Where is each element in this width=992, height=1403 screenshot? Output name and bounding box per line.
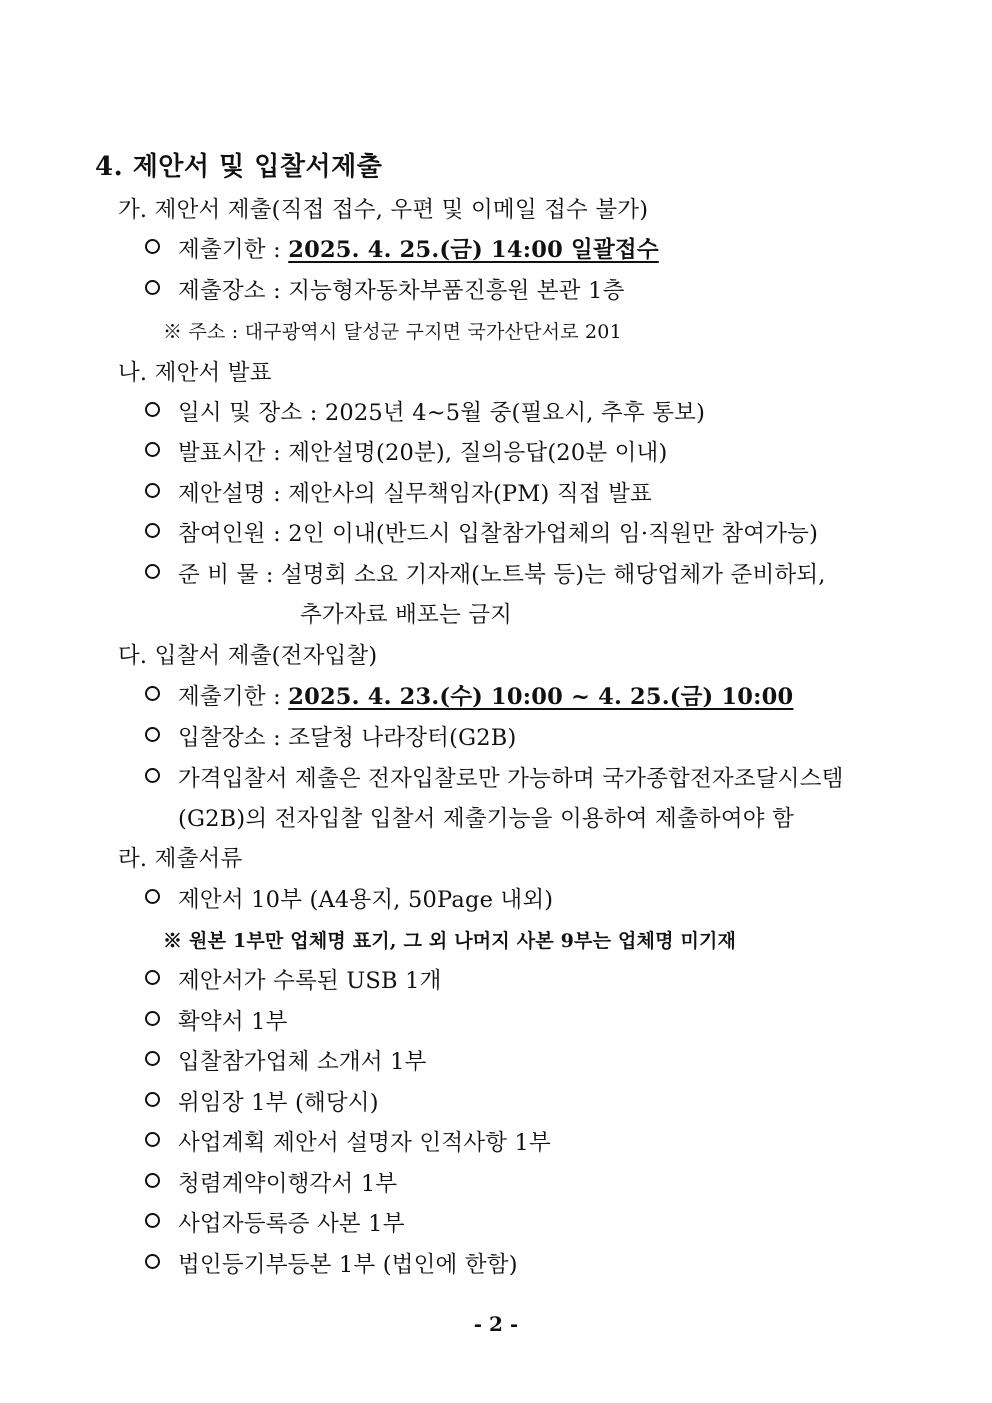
bullet-icon: [145, 483, 160, 498]
bullet-icon: [145, 442, 160, 457]
subsection-ra-heading: 라. 제출서류: [118, 846, 243, 872]
da-price-line1: 가격입찰서 제출은 전자입찰로만 가능하며 국가종합전자조달시스템: [178, 766, 844, 792]
bullet-icon: [145, 1051, 160, 1066]
ra-item-proxy: 위임장 1부 (해당시): [178, 1090, 379, 1116]
bullet-icon: [145, 239, 160, 254]
bullet-icon: [145, 564, 160, 579]
subsection-na-heading: 나. 제안서 발표: [118, 360, 272, 386]
na-item-schedule: 일시 및 장소 : 2025년 4~5월 중(필요시, 추후 통보): [178, 400, 706, 426]
ra-item-presenter-info: 사업계획 제안서 설명자 인적사항 1부: [178, 1130, 551, 1156]
ga-address-note: ※ 주소 : 대구광역시 달성군 구지면 국가산단서로 201: [163, 321, 622, 343]
da-deadline: [178, 679, 793, 711]
bullet-icon: [145, 523, 160, 538]
bullet-icon: [145, 280, 160, 295]
na-item-equipment: 준 비 물 : 설명회 소요 기자재(노트북 등)는 해당업체가 준비하되,: [178, 562, 826, 588]
ga-deadline-value: 2025. 4. 25.(금) 14:00 일괄접수: [288, 237, 659, 263]
na-item-participants: 참여인원 : 2인 이내(반드시 입찰참가업체의 임·직원만 참여가능): [178, 521, 819, 547]
bullet-icon: [145, 1092, 160, 1107]
ra-item-business-reg: 사업자등록증 사본 1부: [178, 1211, 405, 1237]
subsection-ga-heading: 가. 제안서 제출(직접 접수, 우편 및 이메일 접수 불가): [118, 197, 649, 223]
da-deadline-value: 2025. 4. 23.(수) 10:00 ~ 4. 25.(금) 10:00: [288, 684, 794, 710]
ra-item-usb: 제안서가 수록된 USB 1개: [178, 968, 442, 994]
bullet-icon: [145, 727, 160, 742]
page-number: - 2 -: [473, 1312, 519, 1336]
bullet-icon: [145, 768, 160, 783]
ra-item-corp-registry: 법인등기부등본 1부 (법인에 한함): [178, 1252, 518, 1278]
bullet-icon: [145, 1213, 160, 1228]
bullet-icon: [145, 1132, 160, 1147]
ra-item-integrity: 청렴계약이행각서 1부: [178, 1171, 398, 1197]
na-item-time: 발표시간 : 제안설명(20분), 질의응답(20분 이내): [178, 440, 668, 466]
subsection-da-heading: 다. 입찰서 제출(전자입찰): [118, 643, 378, 669]
ra-copy-note: ※ 원본 1부만 업체명 표기, 그 외 나머지 사본 9부는 업체명 미기재: [163, 930, 737, 952]
da-deadline-label: 제출기한 :: [178, 684, 289, 710]
ra-item-company-intro: 입찰참가업체 소개서 1부: [178, 1049, 427, 1075]
ga-place: 제출장소 : 지능형자동차부품진흥원 본관 1층: [178, 278, 625, 304]
bullet-icon: [145, 686, 160, 701]
da-price-line2: (G2B)의 전자입찰 입찰서 제출기능을 이용하여 제출하여야 함: [178, 806, 794, 832]
ga-deadline-label: 제출기한 :: [178, 237, 289, 263]
da-place: 입찰장소 : 조달청 나라장터(G2B): [178, 725, 517, 751]
ra-item-proposal: 제안서 10부 (A4용지, 50Page 내외): [178, 887, 554, 913]
ra-item-pledge: 확약서 1부: [178, 1009, 288, 1035]
bullet-icon: [145, 889, 160, 904]
bullet-icon: [145, 402, 160, 417]
bullet-icon: [145, 1173, 160, 1188]
ga-deadline: [178, 232, 659, 264]
na-item-equipment-cont: 추가자료 배포는 금지: [300, 602, 513, 628]
bullet-icon: [145, 970, 160, 985]
bullet-icon: [145, 1011, 160, 1026]
bullet-icon: [145, 1254, 160, 1269]
section-title: 4. 제안서 및 입찰서제출: [95, 152, 383, 182]
na-item-presenter: 제안설명 : 제안사의 실무책임자(PM) 직접 발표: [178, 481, 652, 507]
